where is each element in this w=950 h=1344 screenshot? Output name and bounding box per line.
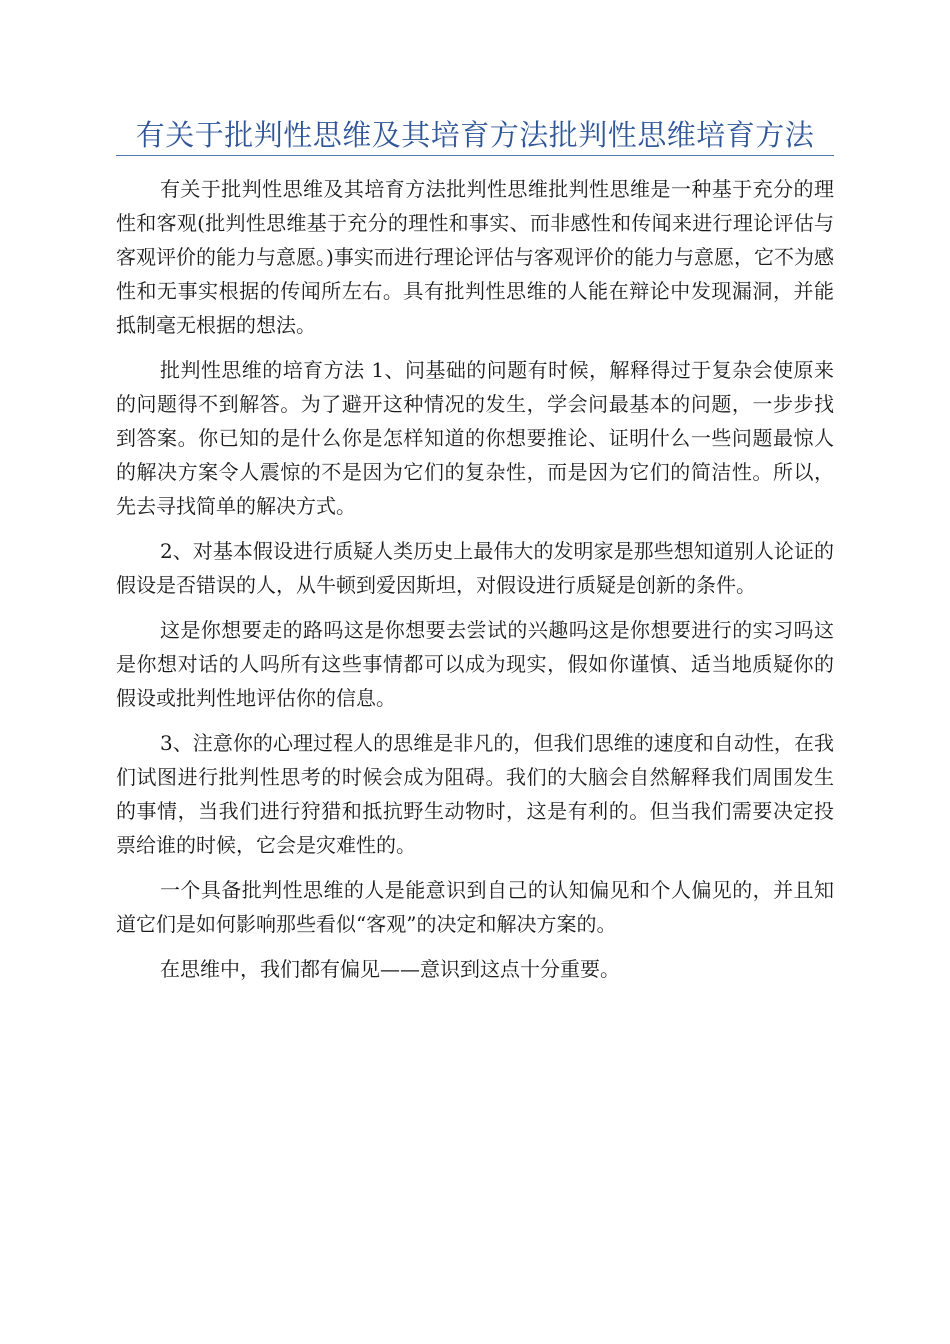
title-underline bbox=[116, 155, 834, 156]
paragraph-intro: 有关于批判性思维及其培育方法批判性思维批判性思维是一种基于充分的理性和客观(批判性思维基于充分的理性和事实、而非感性和传闻来进行理论评估与客观评价的能力与意愿。)事实而进行理论评估与客观评价的能力与意愿，它不为感性和无事实根据的传闻所左右。具有批判性思维的人能在辩论中发现漏洞，并能抵制毫无根据的想法。 bbox=[116, 177, 834, 337]
paragraph-questions: 这是你想要走的路吗这是你想要去尝试的兴趣吗这是你想要进行的实习吗这是你想对话的人吗所有这些事情都可以成为现实，假如你谨慎、适当地质疑你的假设或批判性地评估你的信息。 bbox=[116, 618, 834, 710]
paragraph-method-1: 批判性思维的培育方法 1、问基础的问题有时候，解释得过于复杂会使原来的问题得不到解答。为了避开这种情况的发生，学会问最基本的问题，一步步找到答案。你已知的是什么你是怎样知道的你想要推论、证明什么一些问题最惊人的解决方案令人震惊的不是因为它们的复杂性，而是因为它们的简洁性。所以，先去寻找简单的解决方式。 bbox=[116, 358, 834, 518]
paragraph-method-3: 3、注意你的心理过程人的思维是非凡的，但我们思维的速度和自动性，在我们试图进行批判性思考的时候会成为阻碍。我们的大脑会自然解释我们周围发生的事情，当我们进行狩猎和抵抗野生动物时，这是有利的。但当我们需要决定投票给谁的时候，它会是灾难性的。 bbox=[116, 731, 834, 857]
paragraph-bias: 一个具备批判性思维的人是能意识到自己的认知偏见和个人偏见的，并且知道它们是如何影响那些看似“客观”的决定和解决方案的。 bbox=[116, 878, 834, 936]
document-body bbox=[116, 172, 834, 997]
paragraph-method-2: 2、对基本假设进行质疑人类历史上最伟大的发明家是那些想知道别人论证的假设是否错误的人，从牛顿到爱因斯坦，对假设进行质疑是创新的条件。 bbox=[116, 539, 834, 597]
paragraph-conclusion: 在思维中，我们都有偏见——意识到这点十分重要。 bbox=[160, 957, 620, 981]
document-title: 有关于批判性思维及其培育方法批判性思维培育方法 bbox=[135, 118, 815, 152]
